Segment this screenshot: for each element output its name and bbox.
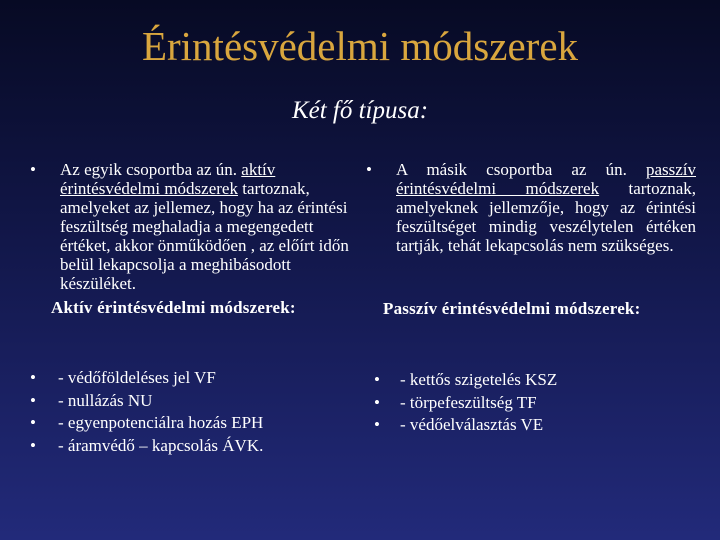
active-column [30,160,365,317]
list-item-text: - törpefeszültség TF [400,392,537,412]
text-segment: Az egyik csoportba az ún. [60,160,242,179]
bullet: • [374,392,380,412]
list-item [374,369,557,392]
list-item-text: - kettős szigetelés KSZ [400,370,558,389]
passive-term: érintésvédelmi módszerek [396,179,600,198]
bullet: • [374,370,380,389]
bullet: • [30,160,36,179]
list-item [30,390,263,413]
passive-description-text [396,160,696,255]
list-item-text: - védőelválasztás VE [400,415,544,434]
bullet: • [30,435,36,455]
passive-methods-heading: Passzív érintésvédelmi módszerek: [383,299,641,318]
bullet: • [30,368,36,387]
active-description-text [60,160,365,293]
bullet: • [374,415,380,434]
slide-title: Érintésvédelmi módszerek [141,23,579,69]
bullet: • [30,390,36,410]
text-segment: tartoznak, amelyeknek jellemzője, hogy az érintési feszültséget mindig veszélytelen értéken tartják, tehát lekapcsolás nem szükséges. [396,179,696,255]
text-segment: tartoznak, amelyeket az jellemez, hogy ha az érintési feszültség meghaladja a megengedett értéket, akkor önműködően , az előírt időn belül lekapcsolja a meghibásodott készüléket. [60,179,349,293]
list-item [30,435,263,458]
list-item [30,367,263,390]
active-term: érintésvédelmi módszerek [60,179,238,198]
list-item-text: - áramvédő – kapcsolás ÁVK. [58,435,264,455]
passive-column [366,160,696,318]
passive-methods-list [374,369,557,437]
list-item-text: - egyenpotenciálra hozás EPH [58,413,264,432]
active-methods-list [30,367,263,457]
passive-keyword: passzív [645,160,696,179]
list-item [374,414,557,437]
bullet: • [30,413,36,432]
bullet: • [366,160,372,179]
list-item [30,412,263,435]
text-segment: A másik csoportba az ún. [396,160,646,179]
passive-description [366,160,696,255]
list-item [374,392,557,415]
active-description [30,160,365,293]
active-methods-heading: Aktív érintésvédelmi módszerek: [51,298,296,317]
active-keyword: aktív [241,160,276,179]
list-item-text: - nullázás NU [58,390,153,410]
list-item-text: - védőföldeléses jel VF [58,368,216,387]
slide-subtitle: Két fő típusa: [291,97,429,124]
